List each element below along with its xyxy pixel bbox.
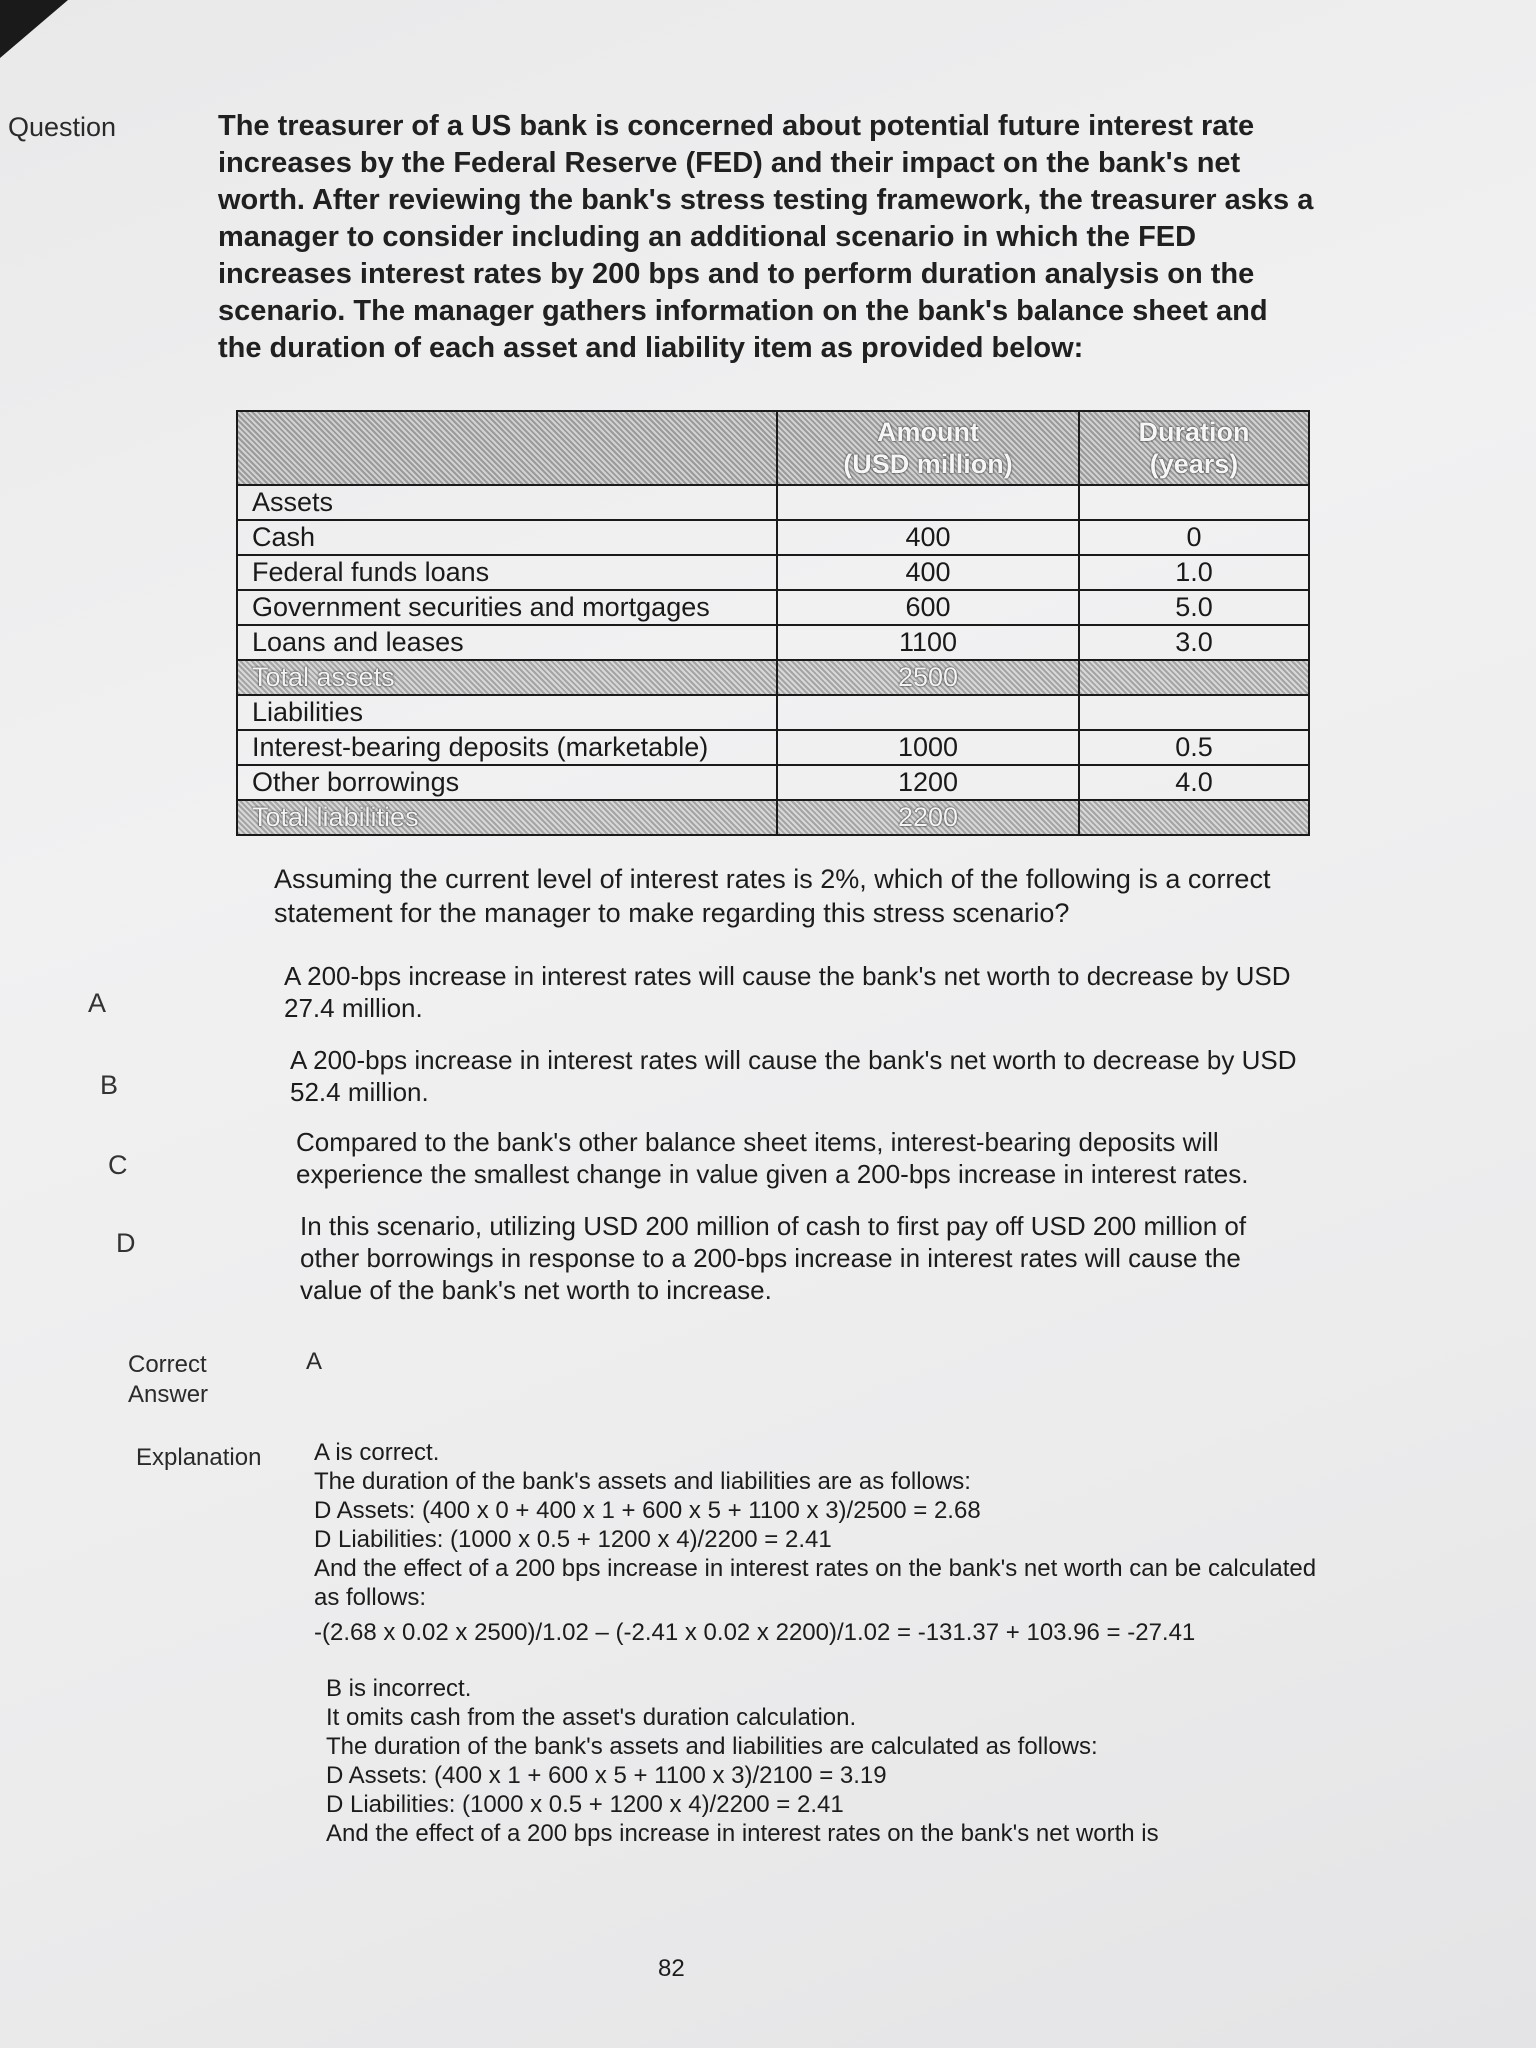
explanation-line: And the effect of a 200 bps increase in interest rates on the bank's net worth can be calculated as follows: [314, 1555, 1317, 1611]
table-row [237, 590, 1309, 625]
option-a-text: A 200-bps increase in interest rates will cause the bank's net worth to decrease by USD 27.4 million. [284, 961, 1291, 1023]
row-duration [1079, 800, 1309, 835]
row-label: Interest-bearing deposits (marketable) [237, 730, 777, 765]
table-row [237, 555, 1309, 590]
option-c-letter: C [108, 1150, 128, 1180]
header-amount [777, 411, 1079, 485]
header-amount-label: Amount (USD million) [843, 417, 1013, 479]
question-label: Question [8, 112, 117, 142]
table-row [237, 625, 1309, 660]
header-blank-cell [237, 411, 777, 485]
option-c-text: Compared to the bank's other balance sheet items, interest-bearing deposits will experience the smallest change in value given a 200-bps increase in interest rates. [296, 1127, 1249, 1189]
table-row [237, 485, 1309, 520]
explanation-line: D Liabilities: (1000 x 0.5 + 1200 x 4)/2200 = 2.41 [326, 1791, 844, 1818]
row-duration [1079, 485, 1309, 520]
table-header-row [237, 411, 1309, 485]
explanation-line: -(2.68 x 0.02 x 2500)/1.02 – (-2.41 x 0.02 x 2200)/1.02 = -131.37 + 103.96 = -27.41 [314, 1619, 1196, 1646]
table-row-total-assets [237, 660, 1309, 695]
row-label: Total assets [237, 660, 777, 695]
row-amount: 1000 [777, 730, 1079, 765]
table-row [237, 730, 1309, 765]
row-duration [1079, 695, 1309, 730]
table-row [237, 765, 1309, 800]
question-prompt: Assuming the current level of interest rates is 2%, which of the following is a correct statement for the manager to make regarding this stress scenario? [274, 864, 1271, 928]
explanation-b [326, 1674, 1356, 1848]
row-label: Assets [237, 485, 777, 520]
explanation-label: Explanation [136, 1444, 262, 1471]
question-text: The treasurer of a US bank is concerned about potential future interest rate increases by the Federal Reserve (FED) and their impact on the bank's net worth. After reviewing the bank's stress testing framework, the treasurer asks a manager to consider including an additional scenario in which the FED increases interest rates by 200 bps and to perform duration analysis on the scenario. The manager gathers information on the bank's balance sheet and the duration of each asset and liability item as provided below: [218, 110, 1314, 364]
row-amount: 2500 [777, 660, 1079, 695]
explanation-line: B is incorrect. [326, 1675, 472, 1702]
explanation-line: D Assets: (400 x 1 + 600 x 5 + 1100 x 3)/2100 = 3.19 [326, 1762, 887, 1789]
explanation-line: The duration of the bank's assets and liabilities are as follows: [314, 1468, 971, 1495]
option-d-text: In this scenario, utilizing USD 200 million of cash to first pay off USD 200 million of other borrowings in response to a 200-bps increase in interest rates will cause the value of the bank's net worth to increase. [300, 1211, 1247, 1305]
row-amount [777, 485, 1079, 520]
table-row [237, 695, 1309, 730]
page-corner-shadow [0, 0, 68, 58]
row-amount: 400 [777, 555, 1079, 590]
table-row [237, 520, 1309, 555]
option-b-text: A 200-bps increase in interest rates will cause the bank's net worth to decrease by USD 52.4 million. [290, 1045, 1297, 1107]
page-number: 82 [658, 1955, 685, 1982]
row-amount: 400 [777, 520, 1079, 555]
balance-sheet-table [236, 410, 1310, 836]
correct-answer-label: Correct Answer [128, 1351, 209, 1408]
header-duration-label: Duration (years) [1138, 417, 1250, 479]
table-row-total-liabilities [237, 800, 1309, 835]
option-b-letter: B [100, 1070, 119, 1100]
row-duration: 0 [1079, 520, 1309, 555]
row-label: Loans and leases [237, 625, 777, 660]
header-duration [1079, 411, 1309, 485]
row-duration: 1.0 [1079, 555, 1309, 590]
option-d-letter: D [116, 1228, 136, 1258]
row-amount [777, 695, 1079, 730]
row-duration: 5.0 [1079, 590, 1309, 625]
explanation-line: D Assets: (400 x 0 + 400 x 1 + 600 x 5 + 1100 x 3)/2500 = 2.68 [314, 1497, 981, 1524]
row-amount: 2200 [777, 800, 1079, 835]
explanation-line: D Liabilities: (1000 x 0.5 + 1200 x 4)/2200 = 2.41 [314, 1526, 832, 1553]
option-a-letter: A [88, 988, 107, 1018]
explanation-line: And the effect of a 200 bps increase in interest rates on the bank's net worth is [326, 1820, 1159, 1847]
row-duration: 3.0 [1079, 625, 1309, 660]
row-label: Cash [237, 520, 777, 555]
row-label: Other borrowings [237, 765, 777, 800]
row-amount: 1200 [777, 765, 1079, 800]
correct-answer-value: A [306, 1348, 323, 1375]
row-label: Federal funds loans [237, 555, 777, 590]
row-amount: 1100 [777, 625, 1079, 660]
explanation-line: It omits cash from the asset's duration calculation. [326, 1704, 857, 1731]
row-duration: 0.5 [1079, 730, 1309, 765]
row-amount: 600 [777, 590, 1079, 625]
row-duration [1079, 660, 1309, 695]
row-label: Liabilities [237, 695, 777, 730]
row-label: Total liabilities [237, 800, 777, 835]
row-duration: 4.0 [1079, 765, 1309, 800]
explanation-line: A is correct. [314, 1439, 440, 1466]
row-label: Government securities and mortgages [237, 590, 777, 625]
explanation-line: The duration of the bank's assets and liabilities are calculated as follows: [326, 1733, 1098, 1760]
explanation-a [314, 1438, 1344, 1647]
